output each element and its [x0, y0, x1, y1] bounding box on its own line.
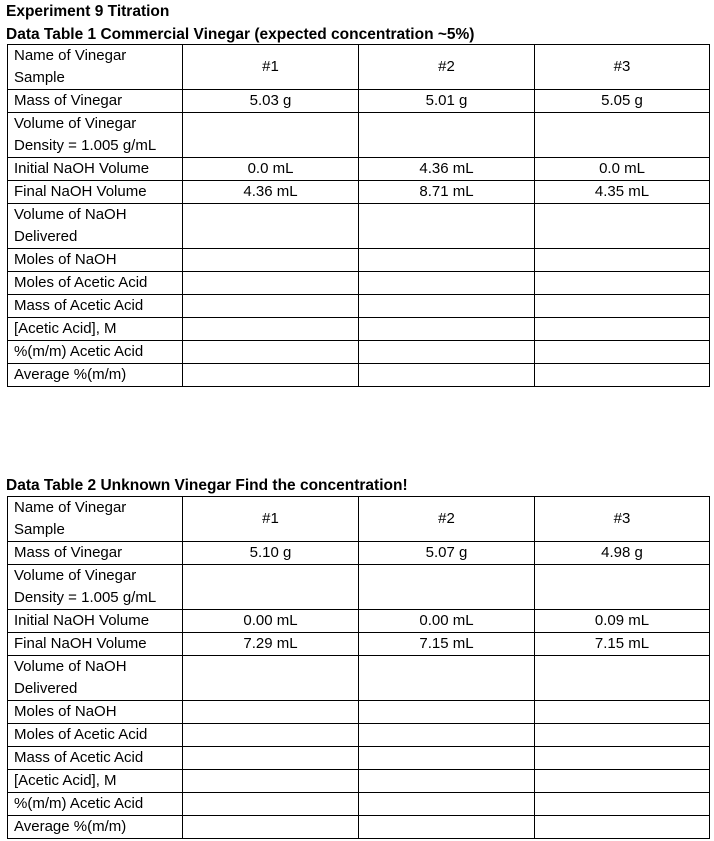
cell[interactable]: [183, 816, 359, 839]
cell[interactable]: 5.03 g: [183, 90, 359, 113]
cell[interactable]: [183, 318, 359, 341]
cell[interactable]: 5.05 g: [535, 90, 710, 113]
header-label: Name of Vinegar Sample: [8, 497, 183, 542]
row-label: Volume of NaOH Delivered: [8, 204, 183, 249]
row-label: Mass of Vinegar: [8, 542, 183, 565]
cell[interactable]: [359, 249, 535, 272]
cell[interactable]: 0.00 mL: [359, 610, 535, 633]
cell[interactable]: 4.35 mL: [535, 181, 710, 204]
cell[interactable]: 4.36 mL: [183, 181, 359, 204]
row-label: Initial NaOH Volume: [8, 610, 183, 633]
table-row: [8, 770, 710, 793]
cell[interactable]: 5.10 g: [183, 542, 359, 565]
cell[interactable]: [535, 364, 710, 387]
row-label: Final NaOH Volume: [8, 633, 183, 656]
column-header: #2: [359, 497, 535, 542]
cell[interactable]: [183, 295, 359, 318]
cell[interactable]: [183, 249, 359, 272]
cell[interactable]: 0.0 mL: [535, 158, 710, 181]
cell[interactable]: 7.29 mL: [183, 633, 359, 656]
cell[interactable]: [359, 793, 535, 816]
table-header-row: [8, 45, 710, 90]
row-label: Final NaOH Volume: [8, 181, 183, 204]
cell[interactable]: [359, 656, 535, 701]
row-label: Average %(m/m): [8, 816, 183, 839]
table-row: [8, 542, 710, 565]
cell[interactable]: [183, 341, 359, 364]
row-label: %(m/m) Acetic Acid: [8, 793, 183, 816]
table-row: [8, 610, 710, 633]
cell[interactable]: [359, 272, 535, 295]
table-row: [8, 701, 710, 724]
cell[interactable]: 7.15 mL: [535, 633, 710, 656]
cell[interactable]: 0.09 mL: [535, 610, 710, 633]
column-header: #1: [183, 45, 359, 90]
row-label: Average %(m/m): [8, 364, 183, 387]
cell[interactable]: [183, 364, 359, 387]
cell[interactable]: 5.07 g: [359, 542, 535, 565]
column-header: #1: [183, 497, 359, 542]
cell[interactable]: [359, 295, 535, 318]
cell[interactable]: [183, 113, 359, 158]
cell[interactable]: [183, 793, 359, 816]
cell[interactable]: [535, 318, 710, 341]
row-label: Volume of Vinegar Density = 1.005 g/mL: [8, 565, 183, 610]
cell[interactable]: [359, 747, 535, 770]
cell[interactable]: [183, 701, 359, 724]
row-label: Moles of NaOH: [8, 701, 183, 724]
table-row: [8, 249, 710, 272]
table-header-row: [8, 497, 710, 542]
table1: [7, 44, 710, 387]
cell[interactable]: [359, 113, 535, 158]
table-row: [8, 816, 710, 839]
table-row: [8, 204, 710, 249]
table-row: [8, 633, 710, 656]
cell[interactable]: [535, 249, 710, 272]
column-header: #2: [359, 45, 535, 90]
cell[interactable]: [359, 770, 535, 793]
cell[interactable]: 0.00 mL: [183, 610, 359, 633]
table-row: [8, 656, 710, 701]
row-label: %(m/m) Acetic Acid: [8, 341, 183, 364]
cell[interactable]: 7.15 mL: [359, 633, 535, 656]
cell[interactable]: 5.01 g: [359, 90, 535, 113]
cell[interactable]: [535, 793, 710, 816]
table2: [7, 496, 710, 839]
row-label: Initial NaOH Volume: [8, 158, 183, 181]
cell[interactable]: 0.0 mL: [183, 158, 359, 181]
cell[interactable]: [359, 816, 535, 839]
row-label: Mass of Vinegar: [8, 90, 183, 113]
page-title: Experiment 9 Titration: [6, 3, 170, 20]
cell[interactable]: 4.36 mL: [359, 158, 535, 181]
header-label: Name of Vinegar Sample: [8, 45, 183, 90]
row-label: [Acetic Acid], M: [8, 770, 183, 793]
table-row: [8, 90, 710, 113]
row-label: Mass of Acetic Acid: [8, 747, 183, 770]
cell[interactable]: [183, 272, 359, 295]
cell[interactable]: [535, 724, 710, 747]
table2-caption: Data Table 2 Unknown Vinegar Find the concentration!: [6, 477, 408, 494]
cell[interactable]: [359, 364, 535, 387]
cell[interactable]: [183, 747, 359, 770]
cell[interactable]: [183, 204, 359, 249]
cell[interactable]: [535, 747, 710, 770]
cell[interactable]: [359, 318, 535, 341]
row-label: [Acetic Acid], M: [8, 318, 183, 341]
cell[interactable]: [183, 724, 359, 747]
cell[interactable]: [359, 701, 535, 724]
cell[interactable]: [535, 701, 710, 724]
table-row: [8, 318, 710, 341]
table-row: [8, 724, 710, 747]
column-header: #3: [535, 497, 710, 542]
cell[interactable]: [535, 770, 710, 793]
cell[interactable]: [359, 724, 535, 747]
column-header: #3: [535, 45, 710, 90]
table-row: [8, 181, 710, 204]
row-label: Volume of NaOH Delivered: [8, 656, 183, 701]
table-row: [8, 747, 710, 770]
row-label: Moles of Acetic Acid: [8, 272, 183, 295]
table-row: [8, 565, 710, 610]
cell[interactable]: [535, 204, 710, 249]
row-label: Moles of Acetic Acid: [8, 724, 183, 747]
cell[interactable]: [535, 113, 710, 158]
table-row: [8, 341, 710, 364]
cell[interactable]: [535, 656, 710, 701]
cell[interactable]: 8.71 mL: [359, 181, 535, 204]
table1-caption: Data Table 1 Commercial Vinegar (expected concentration ~5%): [6, 26, 475, 43]
cell[interactable]: [183, 565, 359, 610]
cell[interactable]: [359, 204, 535, 249]
cell[interactable]: [359, 565, 535, 610]
cell[interactable]: [535, 272, 710, 295]
cell[interactable]: [535, 816, 710, 839]
table-row: [8, 113, 710, 158]
row-label: Moles of NaOH: [8, 249, 183, 272]
table-row: [8, 158, 710, 181]
cell[interactable]: [183, 770, 359, 793]
cell[interactable]: 4.98 g: [535, 542, 710, 565]
table-row: [8, 295, 710, 318]
table-row: [8, 272, 710, 295]
cell[interactable]: [183, 656, 359, 701]
row-label: Volume of Vinegar Density = 1.005 g/mL: [8, 113, 183, 158]
cell[interactable]: [535, 341, 710, 364]
table-row: [8, 793, 710, 816]
cell[interactable]: [535, 565, 710, 610]
cell[interactable]: [535, 295, 710, 318]
table-row: [8, 364, 710, 387]
cell[interactable]: [359, 341, 535, 364]
row-label: Mass of Acetic Acid: [8, 295, 183, 318]
